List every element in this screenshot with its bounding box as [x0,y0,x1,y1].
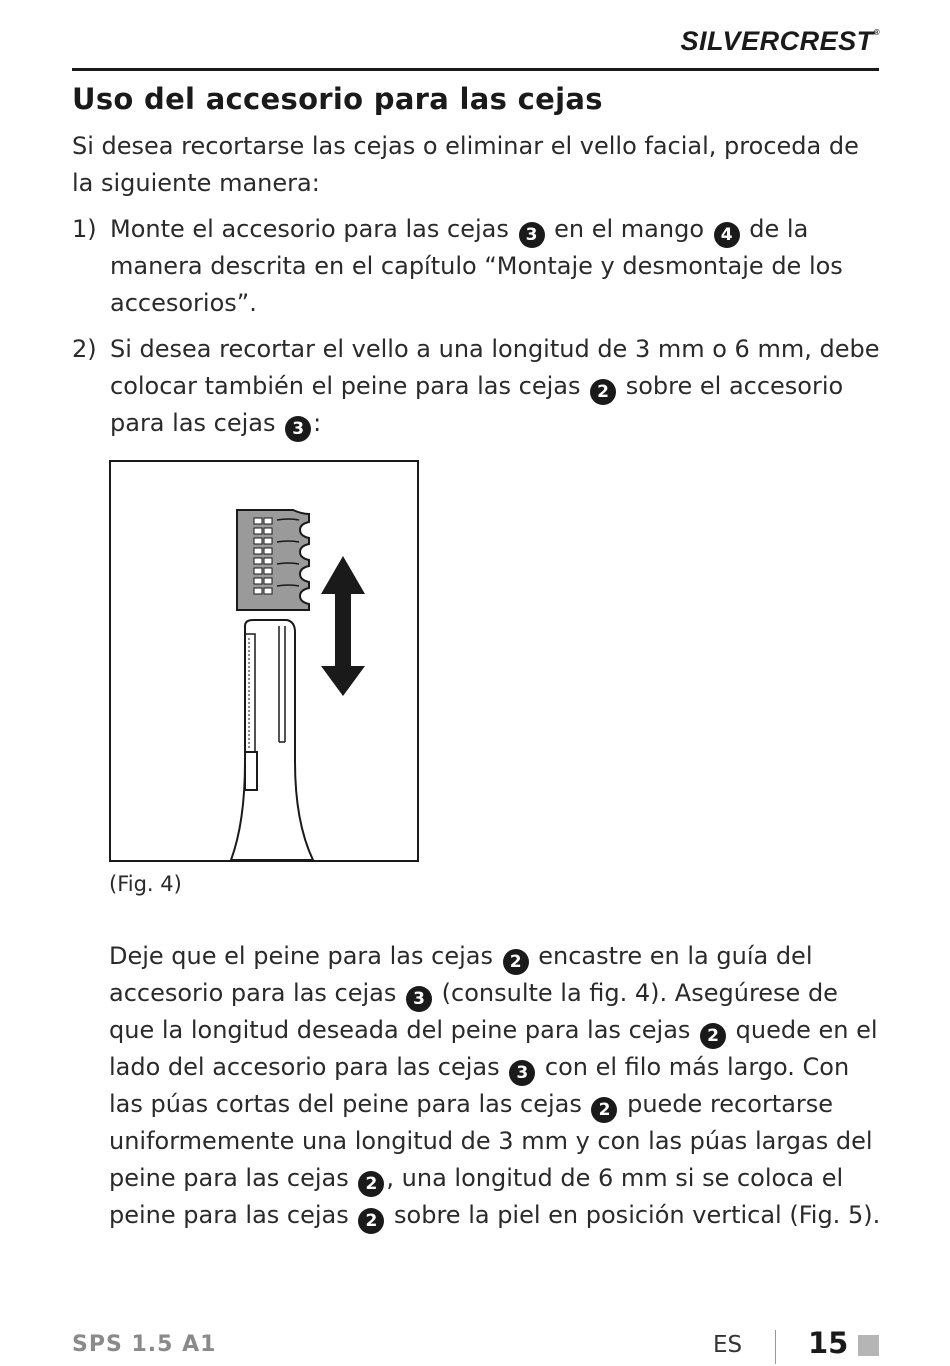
paragraph-text: Deje que el peine para las cejas [109,942,501,970]
step-text-part: sobre el accesorio para las cejas [110,372,844,437]
ref-bullet: 3 [406,986,432,1012]
paragraph-text: con el filo más largo. Con las púas cortas del peine para las cejas [109,1053,850,1118]
step-text-part: en el mango [546,215,712,243]
paragraph-text: encastre en la guía del accesorio para las cejas [109,942,813,1007]
ref-bullet: 2 [591,1097,617,1123]
step-1 [72,211,884,322]
page-marker-square [858,1335,879,1356]
trimmer-illustration [111,462,417,860]
paragraph-text: quede en el lado del accesorio para las cejas [109,1016,878,1081]
ref-bullet: 2 [700,1023,726,1049]
ref-bullet: 2 [358,1171,384,1197]
section-title: Uso del accesorio para las cejas [72,82,603,116]
ref-bullet: 4 [714,222,740,248]
paragraph-text: puede recortarse uniformemente una longitud de 3 mm y con las púas largas del peine para las cejas [109,1090,873,1192]
intro-text: Si desea recortarse las cejas o eliminar el vello facial, proceda de la siguiente manera: [72,132,859,197]
ref-bullet: 2 [590,379,616,405]
figure-4-illustration [109,460,419,862]
brand-registered-mark: ® [873,28,880,37]
paragraph-text: sobre la piel en posición vertical (Fig. 5). [386,1201,881,1229]
paragraph-text: , una longitud de 6 mm si se coloca el peine para las cejas [109,1164,844,1229]
step-number: 1) [72,215,97,243]
step-number: 2) [72,335,97,363]
step-text-part: : [313,409,322,437]
ref-bullet: 3 [509,1060,535,1086]
brand-name: SILVERCREST [680,26,874,56]
step-text-part: Monte el accesorio para las cejas [110,215,517,243]
page-number: 15 [808,1326,849,1360]
ref-bullet: 3 [519,222,545,248]
language-code: ES [713,1332,743,1358]
ref-bullet: 3 [285,416,311,442]
trimmer-attachment-drawing [231,620,313,860]
figure-caption: (Fig. 4) [109,872,182,896]
model-number: SPS 1.5 A1 [72,1332,217,1357]
step-text [110,211,884,322]
ref-bullet: 2 [358,1208,384,1234]
step-text [110,331,884,442]
instruction-paragraph [109,938,884,1234]
eyebrow-comb-drawing [237,510,309,610]
footer-divider [775,1330,776,1364]
ref-bullet: 2 [503,949,529,975]
step-text-part: de la manera descrita en el capítulo “Montaje y desmontaje de los accesorios”. [110,215,843,317]
header-rule [72,68,879,71]
step-text-part: Si desea recortar el vello a una longitud de 3 mm o 6 mm, debe colocar también el peine para las cejas [110,335,880,400]
brand-logo [681,26,880,57]
double-arrow-icon [321,556,365,696]
paragraph-text: (consulte la fig. 4). Asegúrese de que la longitud deseada del peine para las cejas [109,979,838,1044]
step-2 [72,331,884,442]
